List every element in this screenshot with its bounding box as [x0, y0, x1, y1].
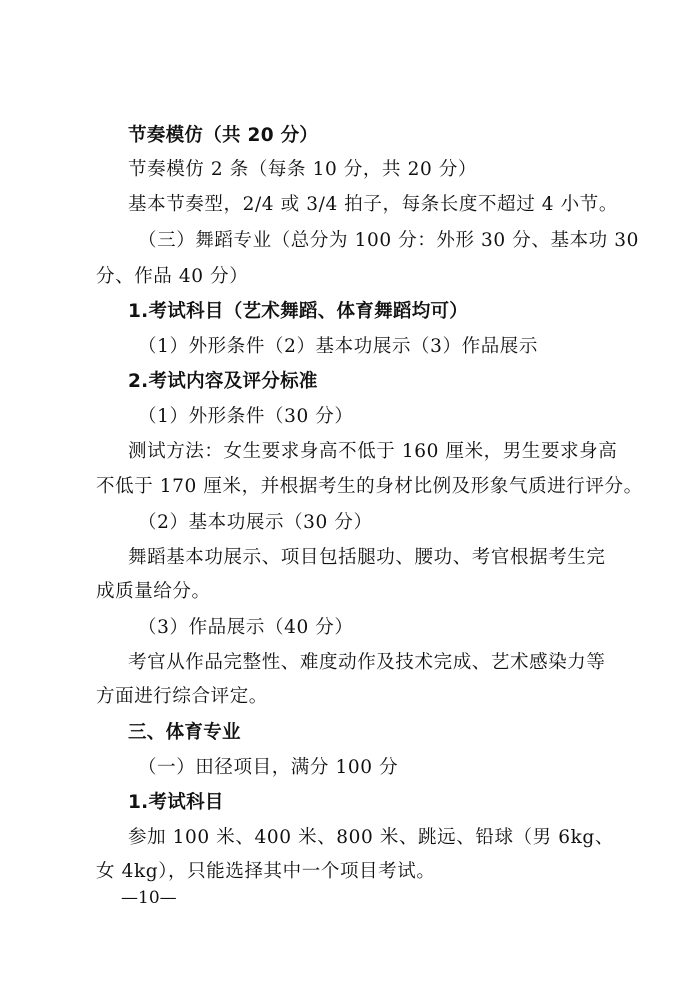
paragraph: 考官从作品完整性、难度动作及技术完成、艺术感染力等 — [128, 652, 606, 673]
heading-exam-subjects: 1.考试科目（艺术舞蹈、体育舞蹈均可） — [128, 301, 469, 322]
paragraph-continuation: 女 4kg），只能选择其中一个项目考试。 — [96, 861, 436, 882]
heading-exam-content: 2.考试内容及评分标准 — [128, 371, 318, 392]
paragraph: 节奏模仿 2 条（每条 10 分，共 20 分） — [128, 159, 478, 180]
subheading: （一）田径项目，满分 100 分 — [138, 757, 399, 778]
heading-rhythm-imitation: 节奏模仿（共 20 分） — [128, 125, 319, 146]
subheading: （1）外形条件（30 分） — [138, 406, 354, 427]
paragraph: 基本节奏型，2/4 或 3/4 拍子，每条长度不超过 4 小节。 — [128, 194, 618, 215]
paragraph: （1）外形条件（2）基本功展示（3）作品展示 — [138, 336, 539, 357]
heading-sports-major: 三、体育专业 — [128, 722, 241, 743]
paragraph-continuation: 成质量给分。 — [96, 581, 211, 602]
section-dance-heading: （三）舞蹈专业（总分为 100 分：外形 30 分、基本功 30 — [138, 230, 639, 251]
subheading: （3）作品展示（40 分） — [138, 617, 354, 638]
paragraph-continuation: 不低于 170 厘米，并根据考生的身材比例及形象气质进行评分。 — [96, 476, 643, 497]
paragraph: 舞蹈基本功展示、项目包括腿功、腰功、考官根据考生完 — [128, 547, 606, 568]
heading-exam-subjects: 1.考试科目 — [128, 792, 224, 813]
page-number: —10— — [121, 888, 177, 908]
paragraph-continuation: 分、作品 40 分） — [96, 266, 249, 287]
paragraph: 参加 100 米、400 米、800 米、跳远、铅球（男 6kg、 — [128, 827, 614, 848]
subheading: （2）基本功展示（30 分） — [138, 512, 373, 533]
paragraph-continuation: 方面进行综合评定。 — [96, 686, 268, 707]
paragraph: 测试方法：女生要求身高不低于 160 厘米，男生要求身高 — [128, 441, 618, 462]
